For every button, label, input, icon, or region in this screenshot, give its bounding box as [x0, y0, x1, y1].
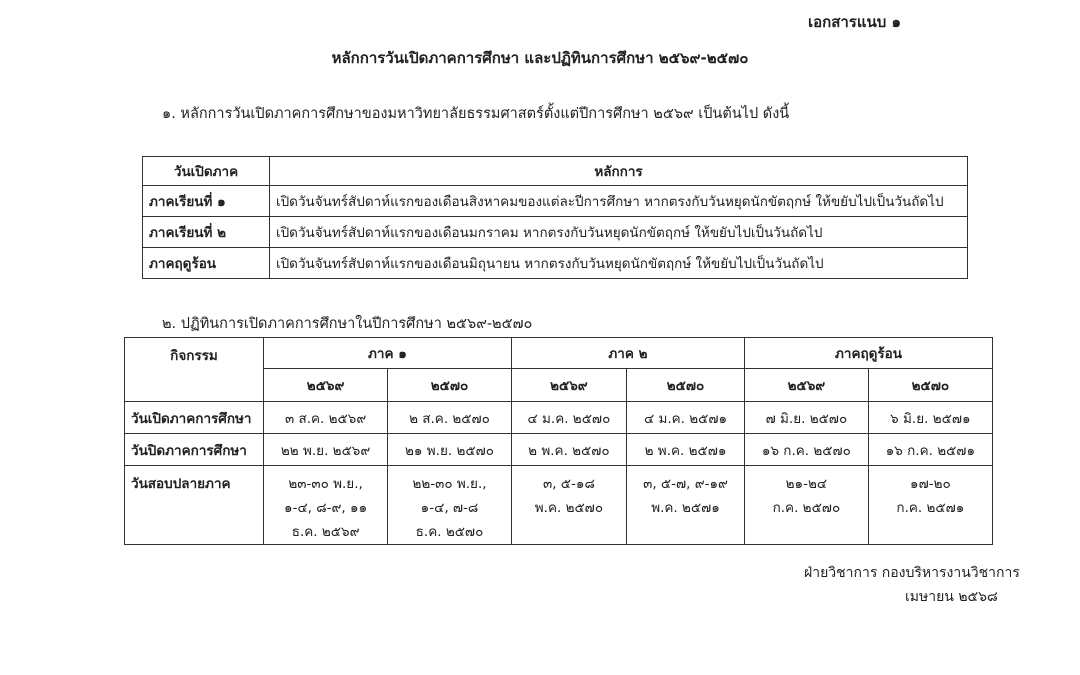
date-line: ๒๒-๓๐ พ.ย., [412, 476, 487, 492]
year-header: ๒๕๖๙ [264, 369, 388, 402]
date-cell: ๔ ม.ค. ๒๕๗๑ [627, 402, 745, 434]
date-line: ๑-๔, ๗-๘ [420, 500, 479, 516]
date-line: ธ.ค. ๒๕๗๐ [415, 524, 484, 540]
activity-name: วันเปิดภาคการศึกษา [125, 402, 264, 434]
footer-department: ฝ่ายวิชาการ กองบริหารงานวิชาการ [804, 565, 1020, 581]
date-line: ๓, ๕-๑๘ [542, 476, 595, 492]
table-header-row [143, 157, 968, 186]
date-cell: ๑๖ ก.ค. ๒๕๗๑ [868, 434, 992, 466]
academic-calendar-table [124, 337, 993, 545]
date-line: ๑-๔, ๘-๙, ๑๑ [284, 500, 368, 516]
column-header-open-day: วันเปิดภาค [143, 157, 270, 186]
year-header: ๒๕๗๐ [388, 369, 512, 402]
date-line: ธ.ค. ๒๕๖๙ [291, 524, 360, 540]
table-header-row [125, 338, 993, 369]
section2-heading: ๒. ปฏิทินการเปิดภาคการศึกษาในปีการศึกษา ๒๕๖๙-๒๕๗๐ [162, 316, 533, 332]
attachment-label: เอกสารแนบ ๑ [808, 13, 902, 31]
date-cell [388, 466, 512, 545]
principle-text: เปิดวันจันทร์สัปดาห์แรกของเดือนมกราคม หากตรงกับวันหยุดนักขัตฤกษ์ ให้ขยับไปเป็นวันถัดไป [270, 217, 968, 248]
year-header: ๒๕๗๐ [868, 369, 992, 402]
activity-column-header: กิจกรรม [125, 338, 264, 402]
date-line: พ.ค. ๒๕๗๐ [534, 500, 604, 516]
date-cell [511, 466, 626, 545]
activity-name: วันปิดภาคการศึกษา [125, 434, 264, 466]
date-cell [745, 466, 869, 545]
date-cell: ๒ พ.ค. ๒๕๗๑ [627, 434, 745, 466]
activity-name: วันสอบปลายภาค [125, 466, 264, 545]
table-row [125, 466, 993, 545]
section1-heading: ๑. หลักการวันเปิดภาคการศึกษาของมหาวิทยาลัยธรรมศาสตร์ตั้งแต่ปีการศึกษา ๒๕๖๙ เป็นต้นไป ดังนี้ [162, 106, 790, 122]
date-cell: ๒๒ พ.ย. ๒๕๖๙ [264, 434, 388, 466]
date-line: ก.ค. ๒๕๗๑ [896, 500, 965, 516]
term-name: ภาคเรียนที่ ๒ [143, 217, 270, 248]
date-cell: ๒ ส.ค. ๒๕๗๐ [388, 402, 512, 434]
document-title: หลักการวันเปิดภาคการศึกษา และปฏิทินการศึกษา ๒๕๖๙-๒๕๗๐ [331, 49, 749, 67]
date-line: ก.ค. ๒๕๗๐ [772, 500, 841, 516]
date-line: ๓, ๕-๗, ๙-๑๙ [643, 476, 728, 492]
date-line: ๒๑-๒๔ [785, 476, 828, 492]
footer-date: เมษายน ๒๕๖๘ [905, 589, 998, 605]
table-row [125, 434, 993, 466]
date-cell: ๓ ส.ค. ๒๕๖๙ [264, 402, 388, 434]
date-cell: ๖ มิ.ย. ๒๕๗๑ [868, 402, 992, 434]
date-cell [627, 466, 745, 545]
semester-header: ภาค ๒ [511, 338, 744, 369]
semester-header: ภาคฤดูร้อน [745, 338, 993, 369]
date-cell: ๗ มิ.ย. ๒๕๗๐ [745, 402, 869, 434]
principles-table [142, 156, 968, 279]
principle-text: เปิดวันจันทร์สัปดาห์แรกของเดือนมิถุนายน หากตรงกับวันหยุดนักขัตฤกษ์ ให้ขยับไปเป็นวันถัดไป [270, 248, 968, 279]
year-header: ๒๕๗๐ [627, 369, 745, 402]
semester-header: ภาค ๑ [264, 338, 512, 369]
date-line: พ.ค. ๒๕๗๑ [651, 500, 720, 516]
table-row [125, 402, 993, 434]
table-row [143, 186, 968, 217]
date-cell: ๔ ม.ค. ๒๕๗๐ [511, 402, 626, 434]
date-line: ๑๗-๒๐ [910, 476, 951, 492]
table-row [143, 248, 968, 279]
principle-text: เปิดวันจันทร์สัปดาห์แรกของเดือนสิงหาคมของแต่ละปีการศึกษา หากตรงกับวันหยุดนักขัตฤกษ์ ให้ขยับไปเป็นวันถัดไป [270, 186, 968, 217]
date-cell [264, 466, 388, 545]
year-header: ๒๕๖๙ [511, 369, 626, 402]
date-line: ๒๓-๓๐ พ.ย., [288, 476, 363, 492]
date-cell: ๒๑ พ.ย. ๒๕๗๐ [388, 434, 512, 466]
year-header: ๒๕๖๙ [745, 369, 869, 402]
table-row [143, 217, 968, 248]
term-name: ภาคเรียนที่ ๑ [143, 186, 270, 217]
term-name: ภาคฤดูร้อน [143, 248, 270, 279]
date-cell [868, 466, 992, 545]
date-cell: ๑๖ ก.ค. ๒๕๗๐ [745, 434, 869, 466]
column-header-principle: หลักการ [270, 157, 968, 186]
date-cell: ๒ พ.ค. ๒๕๗๐ [511, 434, 626, 466]
